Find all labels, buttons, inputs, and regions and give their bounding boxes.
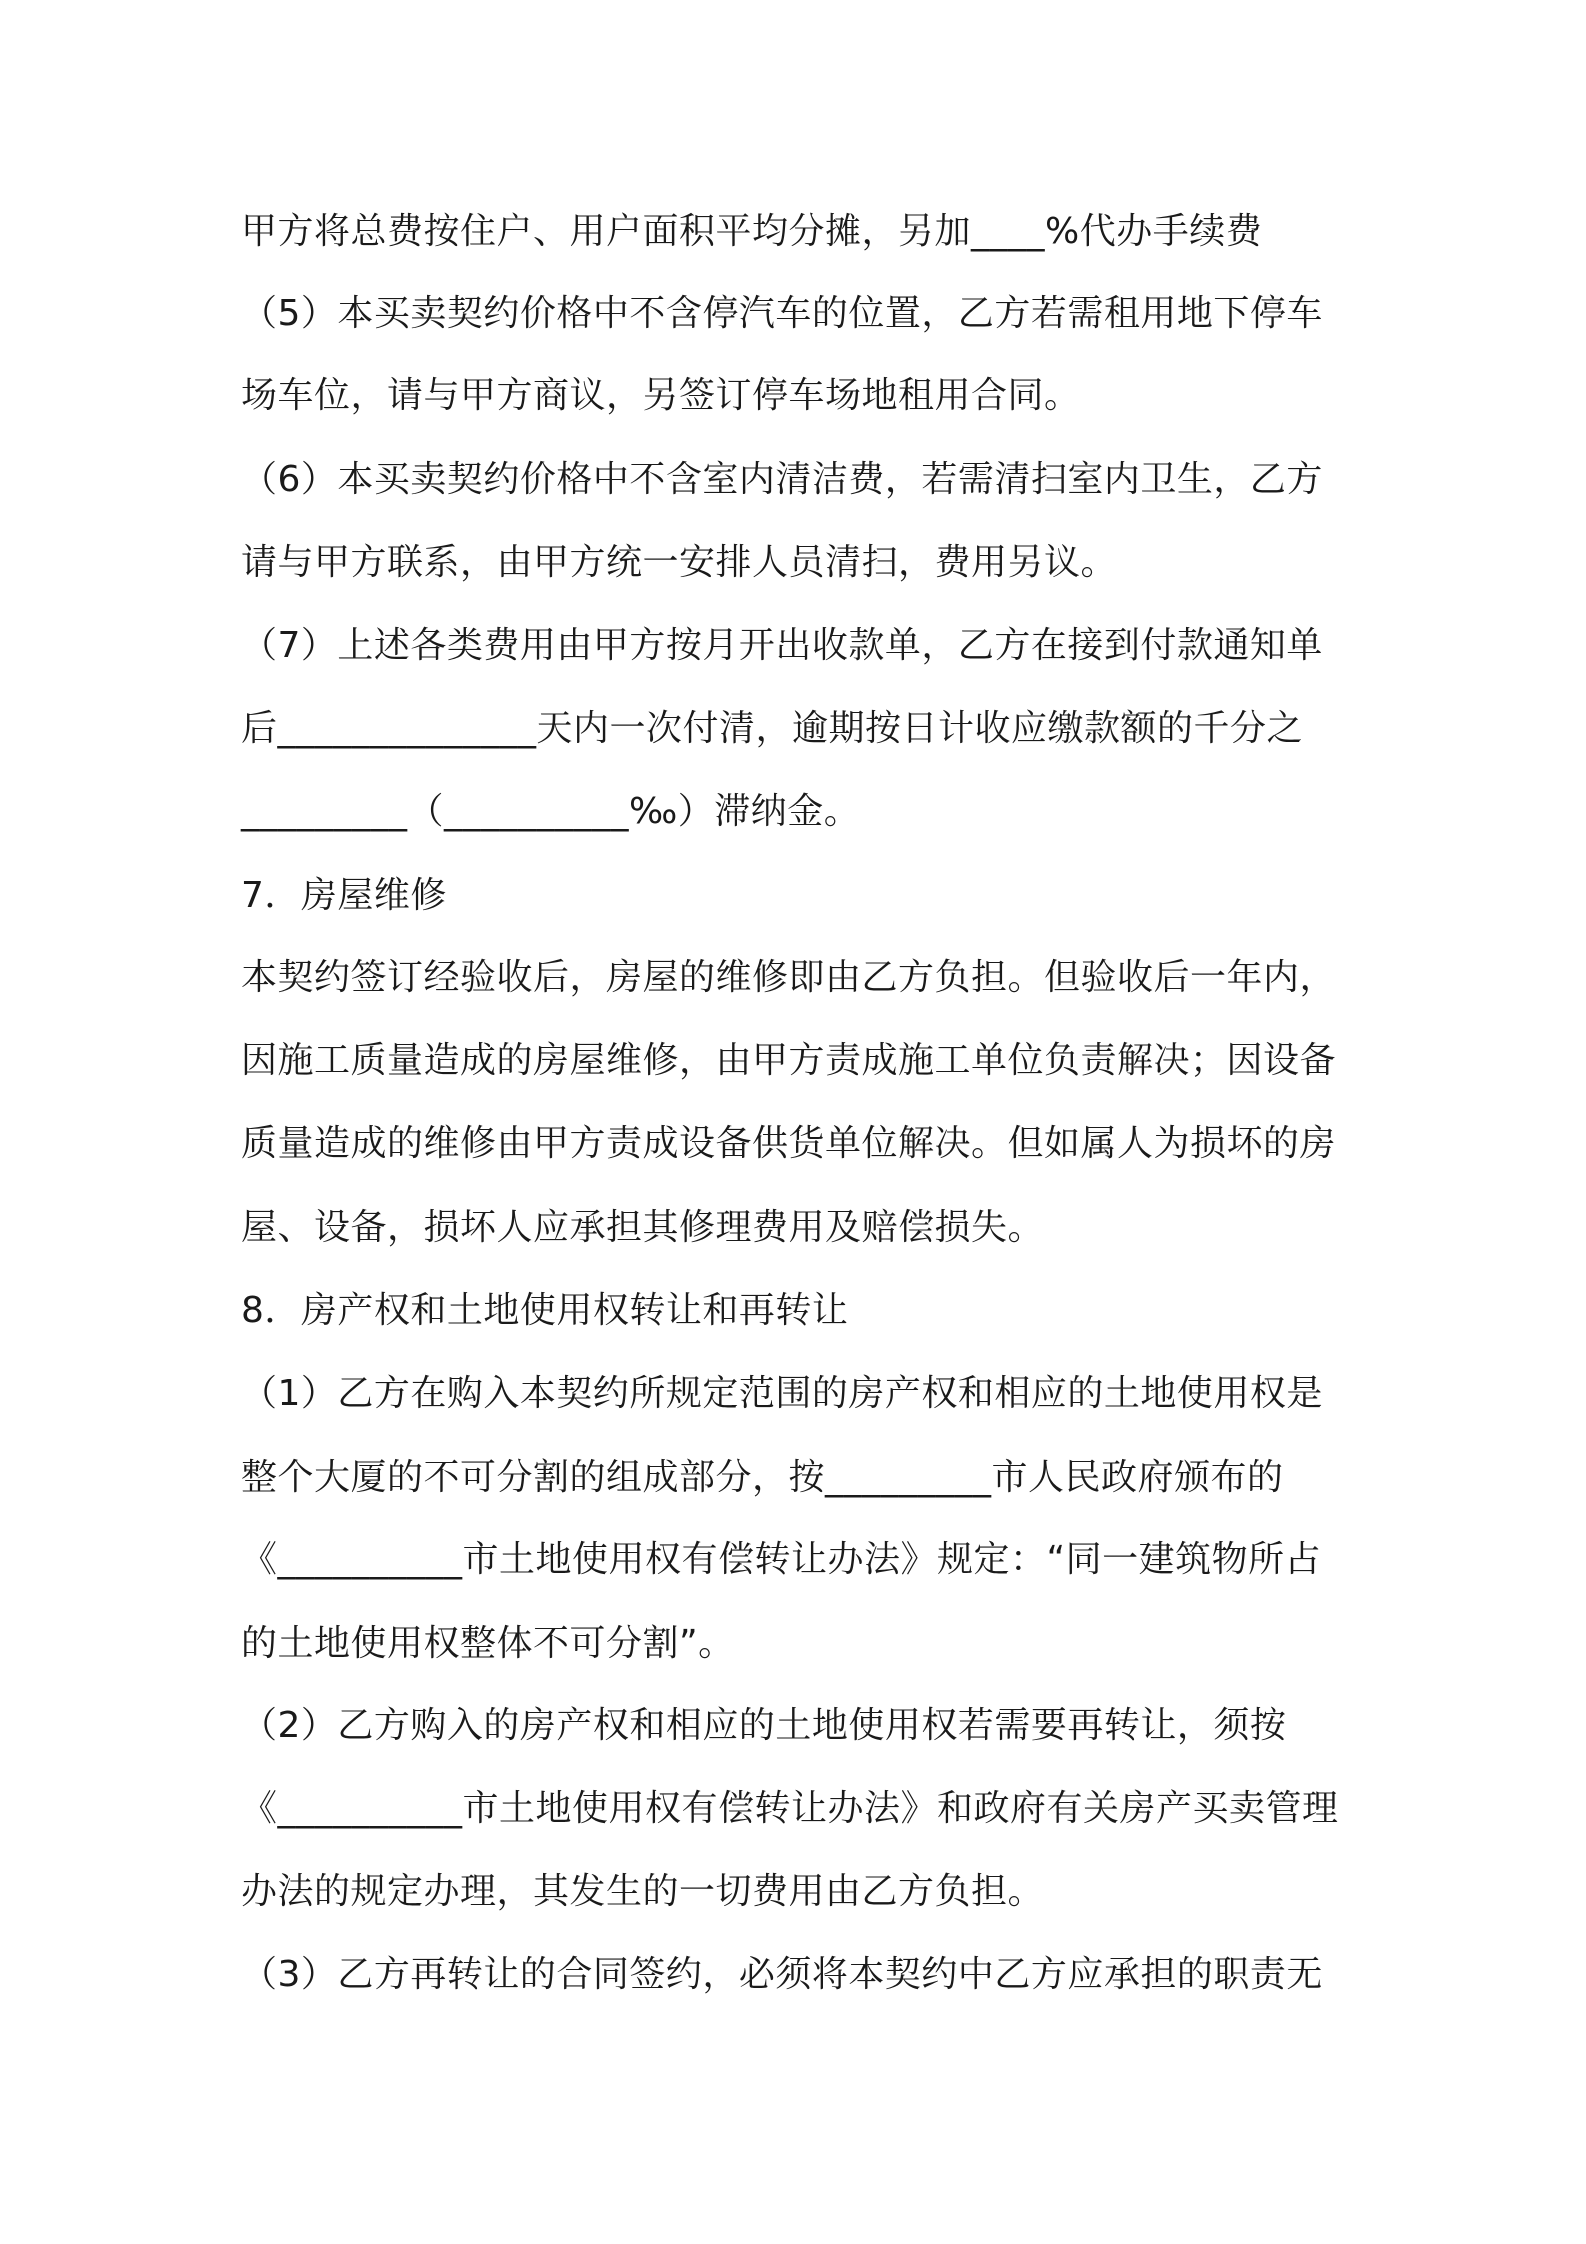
text-line: 甲方将总费按住户、用户面积平均分摊，另加____%代办手续费 [241,211,1263,252]
text-line: （7）上述各类费用由甲方按月开出收款单，乙方在接到付款通知单 [241,625,1323,666]
text-line: （5）本买卖契约价格中不含停汽车的位置，乙方若需租用地下停车 [241,293,1323,334]
text-line: 《__________市土地使用权有偿转让办法》规定：“同一建筑物所占 [241,1539,1322,1580]
text-line: 因施工质量造成的房屋维修，由甲方责成施工单位负责解决；因设备 [241,1040,1337,1081]
section-heading: 7．房屋维修 [241,875,447,916]
text-line: 屋、设备，损坏人应承担其修理费用及赔偿损失。 [241,1207,1045,1248]
section-heading: 8．房产权和土地使用权转让和再转让 [241,1290,849,1331]
text-line: （1）乙方在购入本契约所规定范围的房产权和相应的土地使用权是 [241,1373,1323,1414]
text-line: 办法的规定办理，其发生的一切费用由乙方负担。 [241,1871,1045,1912]
text-line: 后______________天内一次付清，逾期按日计收应缴款额的千分之 [241,708,1304,749]
text-line: 的土地使用权整体不可分割”。 [241,1623,735,1664]
text-line: 整个大厦的不可分割的组成部分，按_________市人民政府颁布的 [241,1457,1284,1498]
text-line: 《__________市土地使用权有偿转让办法》和政府有关房产买卖管理 [241,1788,1339,1829]
text-line: （2）乙方购入的房产权和相应的土地使用权若需要再转让，须按 [241,1705,1287,1746]
text-line: _________（__________‰）滞纳金。 [241,791,861,832]
text-line: 本契约签订经验收后，房屋的维修即由乙方负担。但验收后一年内， [241,957,1337,998]
text-line: （6）本买卖契约价格中不含室内清洁费，若需清扫室内卫生，乙方 [241,459,1323,500]
text-line: 请与甲方联系，由甲方统一安排人员清扫，费用另议。 [241,542,1118,583]
text-line: 质量造成的维修由甲方责成设备供货单位解决。但如属人为损坏的房 [241,1123,1337,1164]
text-line: （3）乙方再转让的合同签约，必须将本契约中乙方应承担的职责无 [241,1954,1323,1995]
text-line: 场车位，请与甲方商议，另签订停车场地租用合同。 [241,375,1081,416]
